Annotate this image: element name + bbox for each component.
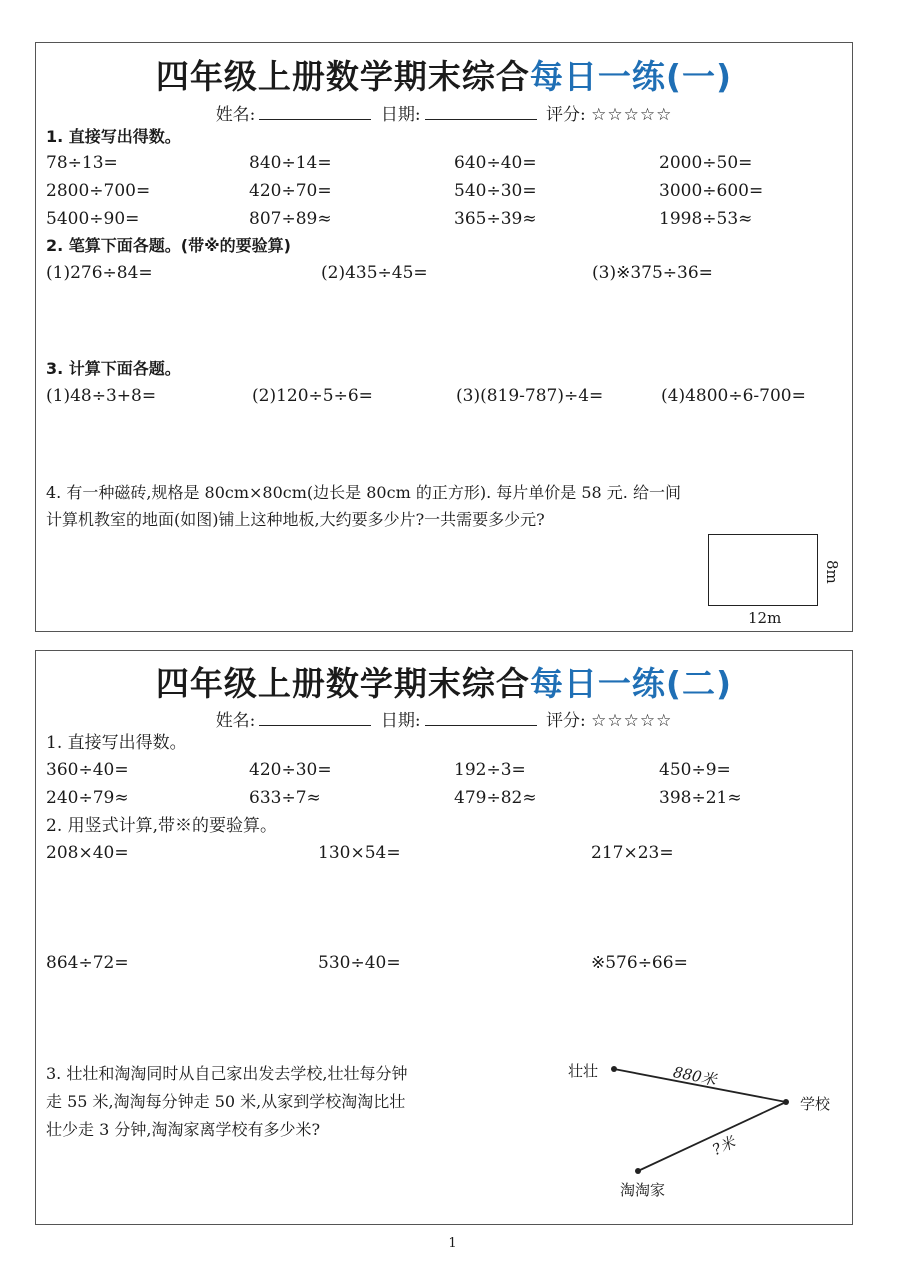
q3-item: (3)(819-787)÷4= bbox=[456, 386, 604, 406]
q2-item: ※576÷66= bbox=[591, 953, 688, 973]
q1-heading: 1. 直接写出得数。 bbox=[46, 733, 187, 753]
q1-item: 420÷30= bbox=[249, 760, 332, 780]
q1-item: 450÷9= bbox=[659, 760, 731, 780]
rating-stars-icon: ☆☆☆☆☆ bbox=[591, 105, 673, 125]
figure-width-label: 12m bbox=[748, 609, 782, 627]
q1-item: 5400÷90= bbox=[46, 209, 140, 229]
student-info-row bbox=[36, 100, 852, 125]
q2-item: 208×40= bbox=[46, 843, 129, 863]
label-taotao-home: 淘淘家 bbox=[620, 1181, 666, 1199]
q1-item: 2800÷700= bbox=[46, 181, 151, 201]
q2-item: 217×23= bbox=[591, 843, 674, 863]
date-blank[interactable] bbox=[425, 711, 537, 726]
title-main: 四年级上册数学期末综合 bbox=[155, 57, 530, 96]
q3-item: (1)48÷3+8= bbox=[46, 386, 157, 406]
label-school: 学校 bbox=[800, 1095, 831, 1113]
q1-heading: 1. 直接写出得数。 bbox=[46, 127, 181, 146]
q1-item: 420÷70= bbox=[249, 181, 332, 201]
title-accent: 每日一练(一) bbox=[529, 57, 733, 96]
q3-heading: 3. 计算下面各题。 bbox=[46, 359, 181, 378]
student-info-row bbox=[36, 706, 852, 731]
q1-item: 398÷21≈ bbox=[659, 788, 742, 808]
q1-item: 540÷30= bbox=[454, 181, 537, 201]
q1-item: 640÷40= bbox=[454, 153, 537, 173]
rating-stars-icon: ☆☆☆☆☆ bbox=[591, 711, 673, 731]
distance-label-unknown: ?米 bbox=[709, 1132, 738, 1159]
q1-item: 365÷39≈ bbox=[454, 209, 537, 229]
q1-item: 1998÷53≈ bbox=[659, 209, 753, 229]
route-line-taotao bbox=[638, 1102, 786, 1171]
q4-text-line-2: 计算机教室的地面(如图)铺上这种地板,大约要多少片?一共需要多少元? bbox=[46, 510, 545, 529]
q1-item: 360÷40= bbox=[46, 760, 129, 780]
page-number: 1 bbox=[448, 1236, 457, 1251]
q3-text-line-1: 3. 壮壮和淘淘同时从自己家出发去学校,壮壮每分钟 bbox=[46, 1064, 408, 1083]
q2-item: 530÷40= bbox=[318, 953, 401, 973]
taotao-home-dot bbox=[635, 1168, 641, 1174]
q3-text-line-2: 走 55 米,淘淘每分钟走 50 米,从家到学校淘淘比壮 bbox=[46, 1092, 406, 1111]
q2-item: (1)276÷84= bbox=[46, 263, 153, 283]
classroom-floor-rectangle bbox=[708, 534, 818, 606]
label-zhuangzhuang: 壮壮 bbox=[568, 1062, 599, 1080]
q2-heading: 2. 用竖式计算,带※的要验算。 bbox=[46, 816, 278, 836]
worksheet-1-title bbox=[36, 51, 852, 98]
title-main: 四年级上册数学期末综合 bbox=[155, 664, 530, 703]
q2-item: 130×54= bbox=[318, 843, 401, 863]
name-blank[interactable] bbox=[259, 105, 371, 120]
q1-item: 78÷13= bbox=[46, 153, 118, 173]
q3-text-line-3: 壮少走 3 分钟,淘淘家离学校有多少米? bbox=[46, 1120, 321, 1139]
name-blank[interactable] bbox=[259, 711, 371, 726]
name-label: 姓名: bbox=[215, 711, 256, 731]
q1-item: 3000÷600= bbox=[659, 181, 764, 201]
q3-item: (4)4800÷6-700= bbox=[661, 386, 806, 406]
date-label: 日期: bbox=[380, 105, 421, 125]
figure-height-label: 8m bbox=[823, 560, 841, 584]
q2-item: (2)435÷45= bbox=[321, 263, 428, 283]
zhuangzhuang-home-dot bbox=[611, 1066, 617, 1072]
worksheet-2-title bbox=[36, 658, 852, 705]
distance-label-880: 880米 bbox=[671, 1062, 718, 1089]
worksheet-1 bbox=[35, 42, 853, 632]
q1-item: 633÷7≈ bbox=[249, 788, 321, 808]
q2-heading: 2. 笔算下面各题。(带※的要验算) bbox=[46, 236, 291, 255]
q2-item: (3)※375÷36= bbox=[592, 263, 713, 283]
q3-item: (2)120÷5÷6= bbox=[252, 386, 373, 406]
q1-item: 192÷3= bbox=[454, 760, 526, 780]
score-label: 评分: bbox=[545, 105, 586, 125]
q1-item: 479÷82≈ bbox=[454, 788, 537, 808]
score-label: 评分: bbox=[545, 711, 586, 731]
q1-item: 807÷89≈ bbox=[249, 209, 332, 229]
date-label: 日期: bbox=[380, 711, 421, 731]
name-label: 姓名: bbox=[215, 105, 256, 125]
q1-item: 2000÷50= bbox=[659, 153, 753, 173]
q1-item: 840÷14= bbox=[249, 153, 332, 173]
date-blank[interactable] bbox=[425, 105, 537, 120]
q1-item: 240÷79≈ bbox=[46, 788, 129, 808]
q2-item: 864÷72= bbox=[46, 953, 129, 973]
title-accent: 每日一练(二) bbox=[529, 664, 733, 703]
worksheet-2 bbox=[35, 650, 853, 1225]
school-dot bbox=[783, 1099, 789, 1105]
q4-text-line-1: 4. 有一种磁砖,规格是 80cm×80cm(边长是 80cm 的正方形). 每片单价是 58 元. 给一间 bbox=[46, 483, 681, 502]
